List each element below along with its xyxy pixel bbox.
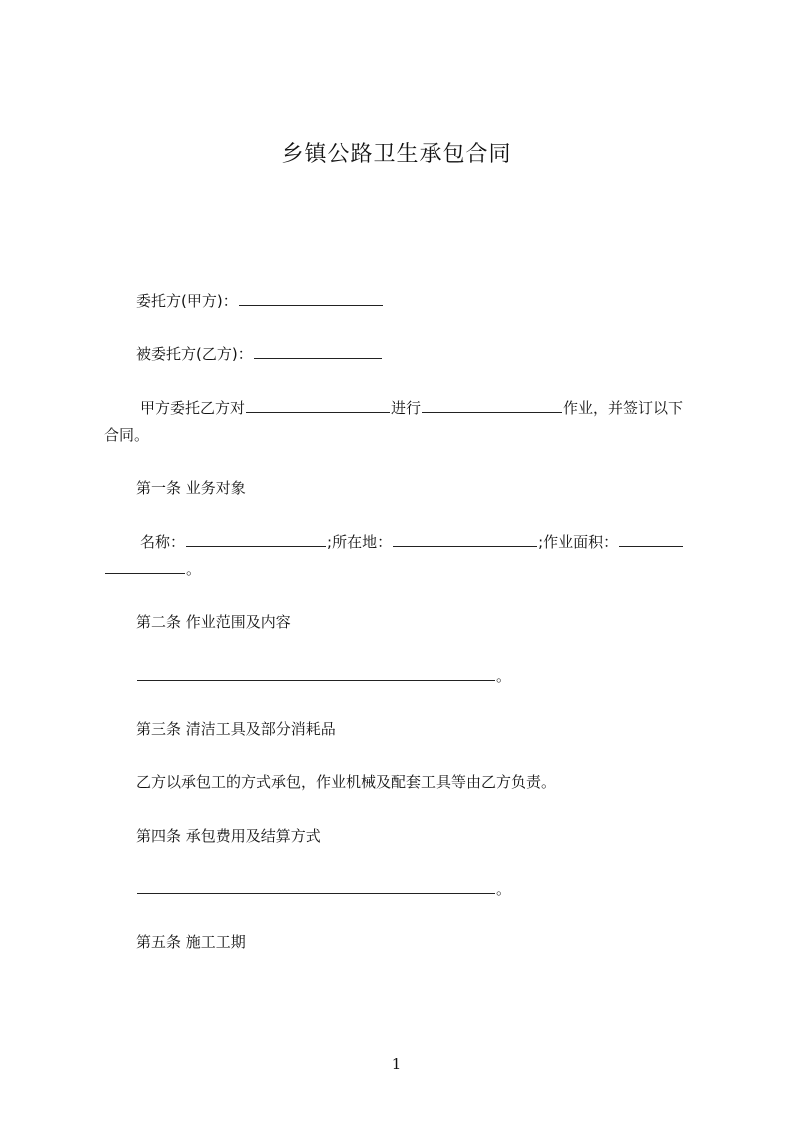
location-label: ;所在地： (327, 533, 393, 551)
page-number: 1 (391, 1055, 402, 1073)
party-a-blank[interactable] (239, 291, 383, 306)
article-5-heading: 第五条 施工工期 (136, 933, 246, 951)
intro-blank-object[interactable] (246, 398, 390, 413)
intro-line-2 (104, 424, 149, 446)
area-label: ;作业面积： (538, 533, 619, 551)
fee-blank[interactable] (137, 879, 495, 894)
scope-blank[interactable] (137, 666, 495, 681)
article-2-end: 。 (496, 667, 512, 685)
article-4-heading: 第四条 承包费用及结算方式 (136, 827, 321, 845)
name-label: 名称： (140, 533, 186, 551)
intro-text-2: 进行 (391, 399, 422, 417)
intro-text-4: 合同。 (104, 426, 150, 444)
name-blank[interactable] (186, 532, 326, 547)
article-4-content-line (136, 878, 511, 900)
article-3-heading: 第三条 清洁工具及部分消耗品 (136, 720, 336, 738)
party-a-label: 委托方(甲方)： (136, 292, 238, 310)
intro-text-3: 作业，并签订以下 (563, 399, 684, 417)
intro-text-1: 甲方委托乙方对 (140, 399, 246, 417)
article-1-end: 。 (186, 560, 202, 578)
area-blank-continued[interactable] (105, 559, 185, 574)
area-blank[interactable] (619, 532, 683, 547)
article-2-heading: 第二条 作业范围及内容 (136, 613, 291, 631)
article-3-text: 乙方以承包工的方式承包，作业机械及配套工具等由乙方负责。 (136, 773, 557, 791)
article-4-end: 。 (496, 880, 512, 898)
intro-line-1 (140, 397, 683, 419)
party-b-blank[interactable] (254, 344, 382, 359)
article-1-heading: 第一条 业务对象 (136, 479, 246, 497)
intro-blank-work[interactable] (422, 398, 562, 413)
article-1-fields-line (140, 531, 684, 553)
document-title: 乡镇公路卫生承包合同 (281, 142, 512, 167)
article-1-fields-line-2 (104, 558, 201, 580)
party-b-label: 被委托方(乙方)： (136, 345, 253, 363)
article-2-content-line (136, 665, 511, 687)
party-a-line (136, 290, 384, 312)
party-b-line (136, 343, 383, 365)
location-blank[interactable] (393, 532, 537, 547)
